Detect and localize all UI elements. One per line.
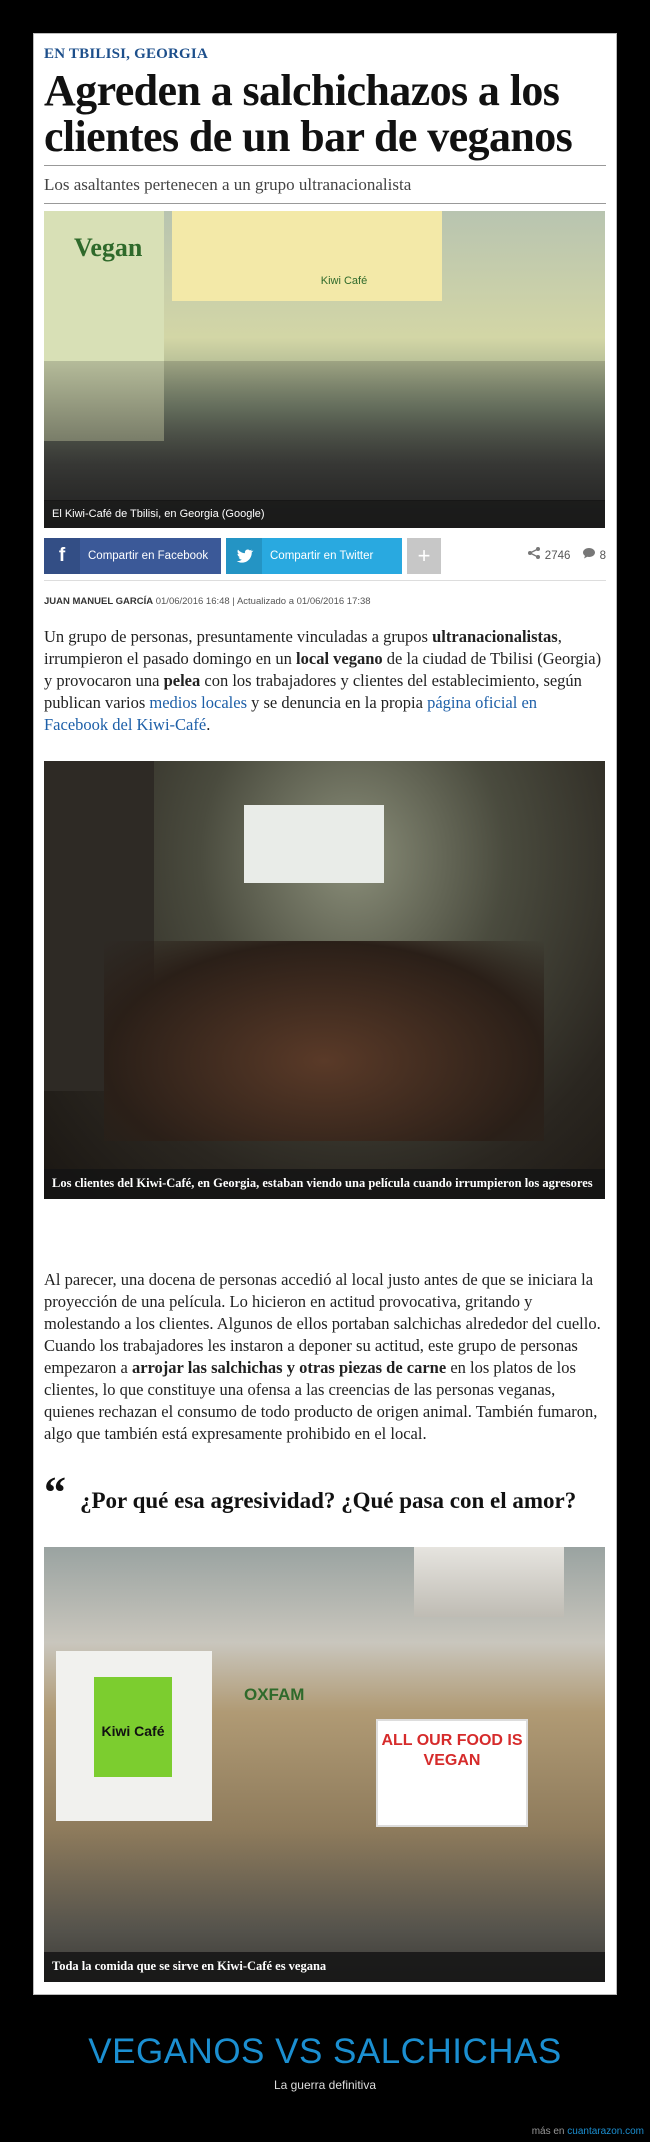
text-run: en los platos de los clientes, lo que constituye una ofensa a las creencias de las personas veganas, quienes rechazan el consumo de todo producto de origen animal. También fumaron, algo que también está expresamente prohibido en el local. xyxy=(44,1358,598,1443)
kiwi-bag-print: Kiwi Café xyxy=(94,1677,172,1777)
share-facebook-button[interactable] xyxy=(44,538,221,574)
text-run: , irrumpieron el pasado domingo en un xyxy=(44,627,562,668)
audience-shape xyxy=(104,941,544,1141)
source-prefix: más en xyxy=(531,2126,568,2137)
bold-run: local vegano xyxy=(296,649,383,668)
divider xyxy=(44,203,606,204)
text-run: Al parecer, una docena de personas accedió al local justo antes de que se iniciara la proyección de una película. Lo hicieron en actitud provocativa, gritando y molestando a los clientes. Algunos de ellos portaban salchichas alrededor del cuello. Cuando los trabajadores les instaron a deponer su actitud, este grupo de personas empezaron a xyxy=(44,1270,601,1377)
twitter-icon xyxy=(226,538,262,574)
share-twitter-label: Compartir en Twitter xyxy=(270,550,374,562)
audience-photo xyxy=(44,761,605,1199)
post-title: VEGANOS VS SALCHICHAS xyxy=(88,2032,562,2071)
stove-shape xyxy=(414,1547,564,1617)
oxfam-label: OXFAM xyxy=(244,1685,305,1704)
facebook-icon: f xyxy=(44,538,80,574)
photo-caption: Toda la comida que se sirve en Kiwi-Café es vegana xyxy=(44,1952,605,1982)
food-table-photo xyxy=(44,1547,605,1982)
article-subtitle: Los asaltantes pertenecen a un grupo ultranacionalista xyxy=(44,175,412,194)
text-run: con los trabajadores y clientes del establecimiento, según publican varios xyxy=(44,671,582,712)
divider xyxy=(44,580,606,581)
source-credit xyxy=(532,2126,644,2137)
source-link[interactable]: cuantarazon.com xyxy=(567,2126,644,2137)
published-date: 01/06/2016 16:48 xyxy=(155,596,230,607)
article-byline xyxy=(44,596,371,607)
article-kicker: EN TBILISI, GEORGIA xyxy=(44,46,208,62)
post-subtitle: La guerra definitiva xyxy=(273,2078,377,2092)
author-name[interactable]: JUAN MANUEL GARCÍA xyxy=(44,596,154,607)
all-our-food-vegan-sign: ALL OUR FOOD IS VEGAN xyxy=(376,1719,528,1827)
paragraph-details xyxy=(44,1269,605,1445)
share-twitter-button[interactable] xyxy=(226,538,402,574)
quote-mark-icon: “ xyxy=(44,1468,66,1517)
share-facebook-label: Compartir en Facebook xyxy=(88,550,209,562)
share-counts xyxy=(527,538,606,574)
window-light xyxy=(172,211,442,301)
bold-run: pelea xyxy=(163,671,201,690)
shares-count: 2746 xyxy=(544,550,571,562)
photo-caption: Los clientes del Kiwi-Café, en Georgia, estaban viendo una película cuando irrumpieron los agresores xyxy=(44,1169,605,1199)
divider xyxy=(44,165,606,166)
kiwi-cafe-sign: Kiwi Café xyxy=(320,275,368,287)
text-run: Un grupo de personas, presuntamente vinculadas a grupos xyxy=(44,627,433,646)
comments-count[interactable]: 8 xyxy=(599,550,606,562)
comment-icon[interactable] xyxy=(582,547,596,559)
link-medios-locales[interactable]: medios locales xyxy=(149,693,247,712)
crowd-shape xyxy=(44,361,605,501)
vegan-sign: Vegan xyxy=(74,233,143,262)
projection-screen xyxy=(244,805,384,883)
article-headline: Agreden a salchichazos a los clientes de un bar de veganos xyxy=(44,66,573,161)
text-run: de la ciudad de Tbilisi (Georgia) y provocaron una xyxy=(44,649,602,690)
byline-separator: | xyxy=(229,596,237,607)
text-run: . xyxy=(206,715,211,734)
kiwi-cafe-bag xyxy=(56,1651,212,1821)
more-share-button[interactable]: + xyxy=(407,538,441,574)
storefront-photo xyxy=(44,211,605,528)
bold-run: arrojar las salchichas y otras piezas de carne xyxy=(131,1358,447,1377)
photo-caption: El Kiwi-Café de Tbilisi, en Georgia (Google) xyxy=(44,500,605,528)
pull-quote-text: ¿Por qué esa agresividad? ¿Qué pasa con el amor? xyxy=(80,1488,577,1513)
bold-run: ultranacionalistas xyxy=(432,627,558,646)
share-icon xyxy=(527,547,541,559)
updated-date: Actualizado a 01/06/2016 17:38 xyxy=(236,596,371,607)
link-facebook-kiwi-cafe[interactable]: página oficial en Facebook del Kiwi-Café xyxy=(44,693,538,734)
share-bar xyxy=(44,538,606,576)
paragraph-intro xyxy=(44,626,605,736)
text-run: y se denuncia en la propia xyxy=(247,693,428,712)
article-card xyxy=(33,33,617,1995)
